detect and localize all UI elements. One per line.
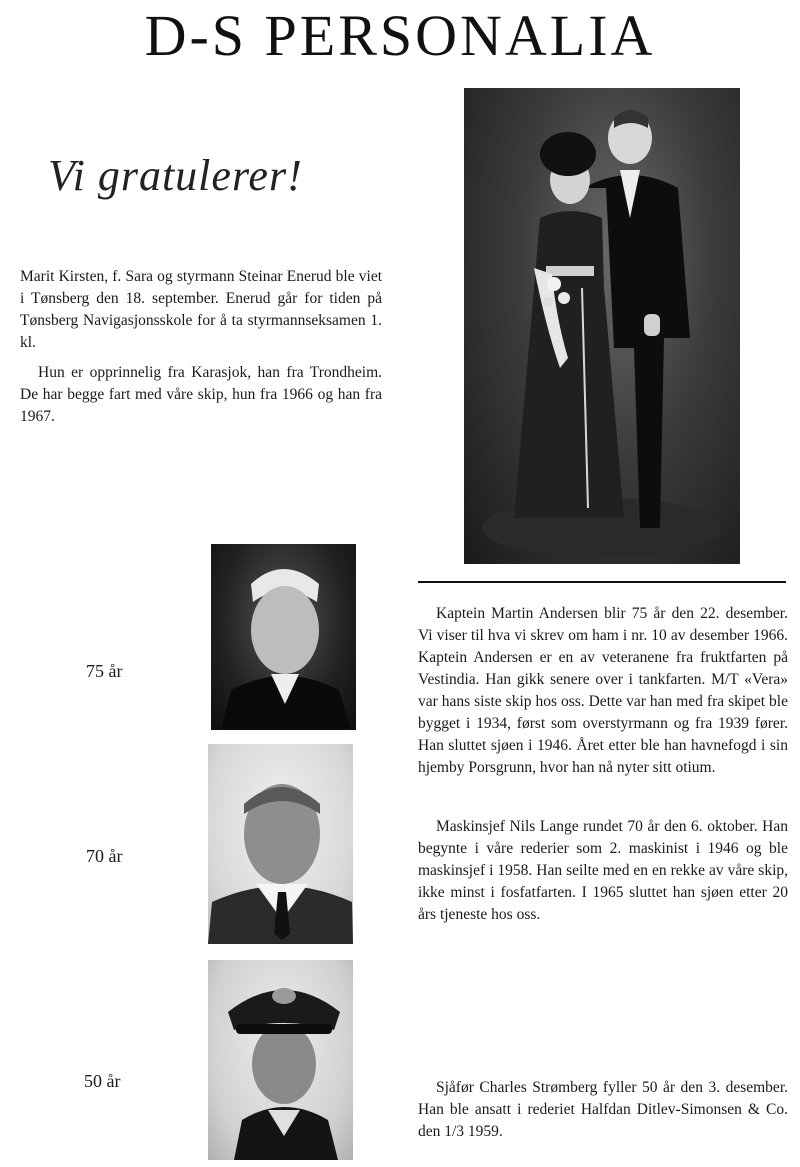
portrait-photo-50: [208, 960, 353, 1160]
birthday-text-75: [418, 603, 788, 779]
age-label-70: 70 år: [86, 846, 123, 866]
wedding-paragraph-1: Marit Kirsten, f. Sara og styrmann Steinar Enerud ble viet i Tønsberg den 18. september. Enerud går for tiden på Tønsberg Navigasjonsskole for å ta styrmannseksamen 1. kl.: [20, 268, 382, 351]
page-title: D-S PERSONALIA: [144, 3, 656, 68]
birthday-text-50: [418, 1077, 788, 1143]
wedding-photo: [464, 88, 740, 564]
section-divider: [418, 581, 786, 583]
wedding-paragraph-2: Hun er opprinnelig fra Karasjok, han fra Trondheim. De har begge fart med våre skip, hun fra 1966 og han fra 1967.: [20, 364, 382, 425]
portrait-photo-75: [211, 544, 356, 730]
portrait-photo-70: [208, 744, 353, 944]
wedding-announcement: [20, 266, 382, 428]
birthday-paragraph: Sjåfør Charles Strømberg fyller 50 år den 3. desember. Han ble ansatt i rederiet Halfdan Ditlev-Simonsen & Co. den 1/3 1959.: [418, 1079, 788, 1140]
age-label-75: 75 år: [86, 661, 123, 681]
age-label-50: 50 år: [84, 1071, 121, 1091]
wedding-couple-illustration: [464, 88, 740, 564]
greeting-heading: Vi gratulerer!: [48, 151, 303, 200]
birthday-paragraph: Maskinsjef Nils Lange rundet 70 år den 6. oktober. Han begynte i våre rederier som 2. maskinist i 1946 og ble maskinsjef i 1958. Han seilte med en en rekke av våre skip, ikke minst i fosfatfarten. I 1965 sluttet han sjøen etter 20 års tjeneste hos oss.: [418, 818, 788, 923]
birthday-paragraph: Kaptein Martin Andersen blir 75 år den 22. desember. Vi viser til hva vi skrev om ham i nr. 10 av desember 1966. Kaptein Andersen er en av veteranene fra fruktfarten på Vestindia. Han gikk senere over i tankfarten. M/T «Vera» var hans siste skip hos oss. Dette var han med fra skipet ble bygget i 1934, først som overstyrmann og fra 1939 fører. Han sluttet sjøen i 1946. Året etter ble han havnefogd i sin hjemby Porsgrunn, hvor han nå nyter sitt otium.: [418, 605, 788, 776]
birthday-text-70: [418, 816, 788, 926]
